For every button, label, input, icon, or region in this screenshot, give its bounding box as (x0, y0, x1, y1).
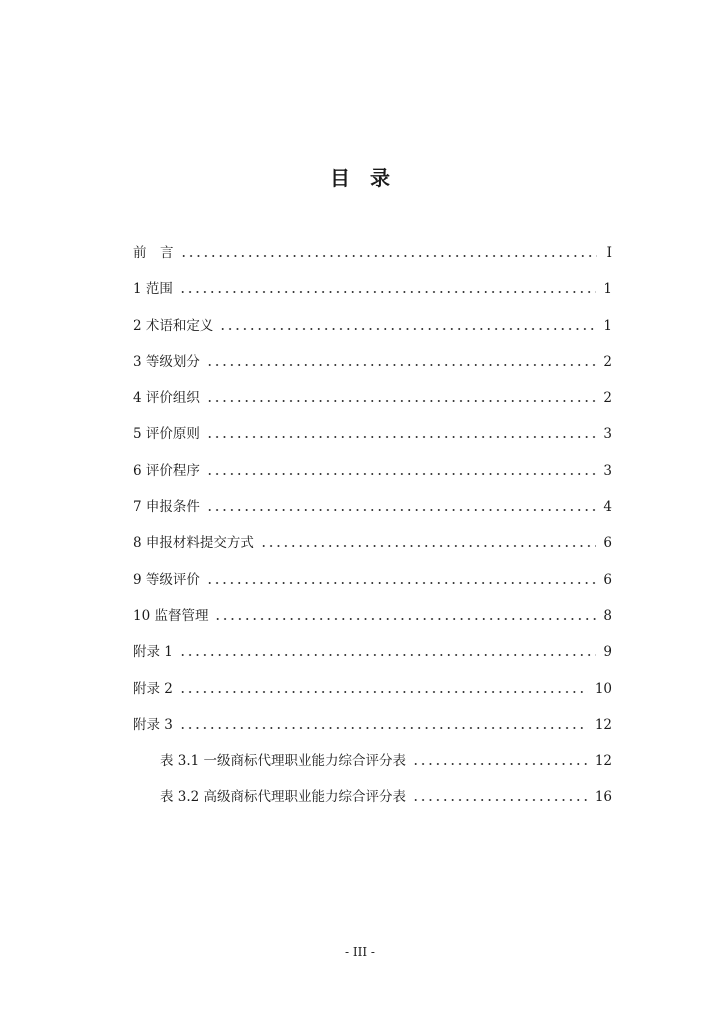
toc-entry-organization (133, 380, 612, 416)
dot-leader (260, 545, 597, 547)
dot-leader (206, 436, 597, 438)
toc-entry-label: 1 范围 (133, 281, 173, 298)
toc-entry-evaluation (133, 562, 612, 598)
toc-entry-procedure (133, 453, 612, 489)
toc-entry-table-3-2 (160, 779, 612, 815)
toc-entry-label: 2 术语和定义 (133, 317, 214, 334)
toc-entry-label: 4 评价组织 (133, 390, 200, 407)
toc-entry-page: 8 (603, 607, 612, 624)
toc-entry-supervision (133, 598, 612, 634)
toc-entry-page: 6 (603, 535, 612, 552)
toc-entry-preface (133, 235, 612, 271)
dot-leader (206, 509, 597, 511)
dot-leader (206, 473, 597, 475)
toc-entry-page: 4 (603, 499, 612, 516)
dot-leader (206, 364, 597, 366)
page-title: 目 录 (330, 166, 390, 190)
toc-entry-label: 前 言 (133, 245, 174, 261)
toc-entry-label: 附录 2 (133, 680, 173, 697)
toc-entry-label: 附录 3 (133, 716, 173, 733)
toc-entry-label: 8 申报材料提交方式 (133, 535, 254, 552)
table-of-contents (133, 235, 612, 816)
toc-entry-appendix-1 (133, 634, 612, 670)
dot-leader (206, 582, 597, 584)
toc-entry-label: 9 等级评价 (133, 571, 200, 588)
toc-entry-label: 7 申报条件 (133, 499, 200, 516)
toc-entry-label: 6 评价程序 (133, 462, 200, 479)
dot-leader (179, 691, 588, 693)
toc-entry-page: 2 (603, 353, 612, 370)
toc-entry-conditions (133, 489, 612, 525)
toc-entry-page: 12 (594, 753, 612, 770)
dot-leader (179, 654, 597, 656)
dot-leader (412, 799, 588, 801)
toc-entry-page: 12 (594, 716, 612, 733)
toc-entry-page: 1 (603, 317, 612, 334)
toc-entry-scope (133, 271, 612, 307)
toc-entry-page: 6 (603, 571, 612, 588)
toc-entry-label: 表 3.1 一级商标代理职业能力综合评分表 (160, 753, 407, 770)
toc-entry-terms (133, 308, 612, 344)
dot-leader (219, 328, 596, 330)
toc-entry-table-3-1 (160, 743, 612, 779)
toc-entry-appendix-2 (133, 671, 612, 707)
toc-entry-label: 附录 1 (133, 644, 173, 661)
dot-leader (179, 291, 597, 293)
page-number-footer: - III - (345, 945, 375, 959)
toc-entry-page: 16 (594, 789, 612, 806)
toc-entry-grading (133, 344, 612, 380)
toc-entry-page: 9 (603, 644, 612, 661)
toc-entry-label: 10 监督管理 (133, 607, 209, 624)
toc-entry-page: 10 (594, 680, 612, 697)
toc-entry-page: 3 (603, 462, 612, 479)
toc-entry-page: I (606, 245, 612, 261)
toc-entry-principles (133, 416, 612, 452)
toc-entry-submission (133, 525, 612, 561)
dot-leader (214, 618, 596, 620)
dot-leader (412, 763, 588, 765)
toc-entry-label: 3 等级划分 (133, 353, 200, 370)
toc-entry-label: 表 3.2 高级商标代理职业能力综合评分表 (160, 789, 407, 806)
dot-leader (206, 400, 597, 402)
dot-leader (179, 727, 588, 729)
toc-entry-label: 5 评价原则 (133, 426, 200, 443)
dot-leader (180, 255, 598, 257)
toc-entry-page: 3 (603, 426, 612, 443)
toc-entry-page: 1 (603, 281, 612, 298)
toc-entry-appendix-3 (133, 707, 612, 743)
toc-entry-page: 2 (603, 390, 612, 407)
